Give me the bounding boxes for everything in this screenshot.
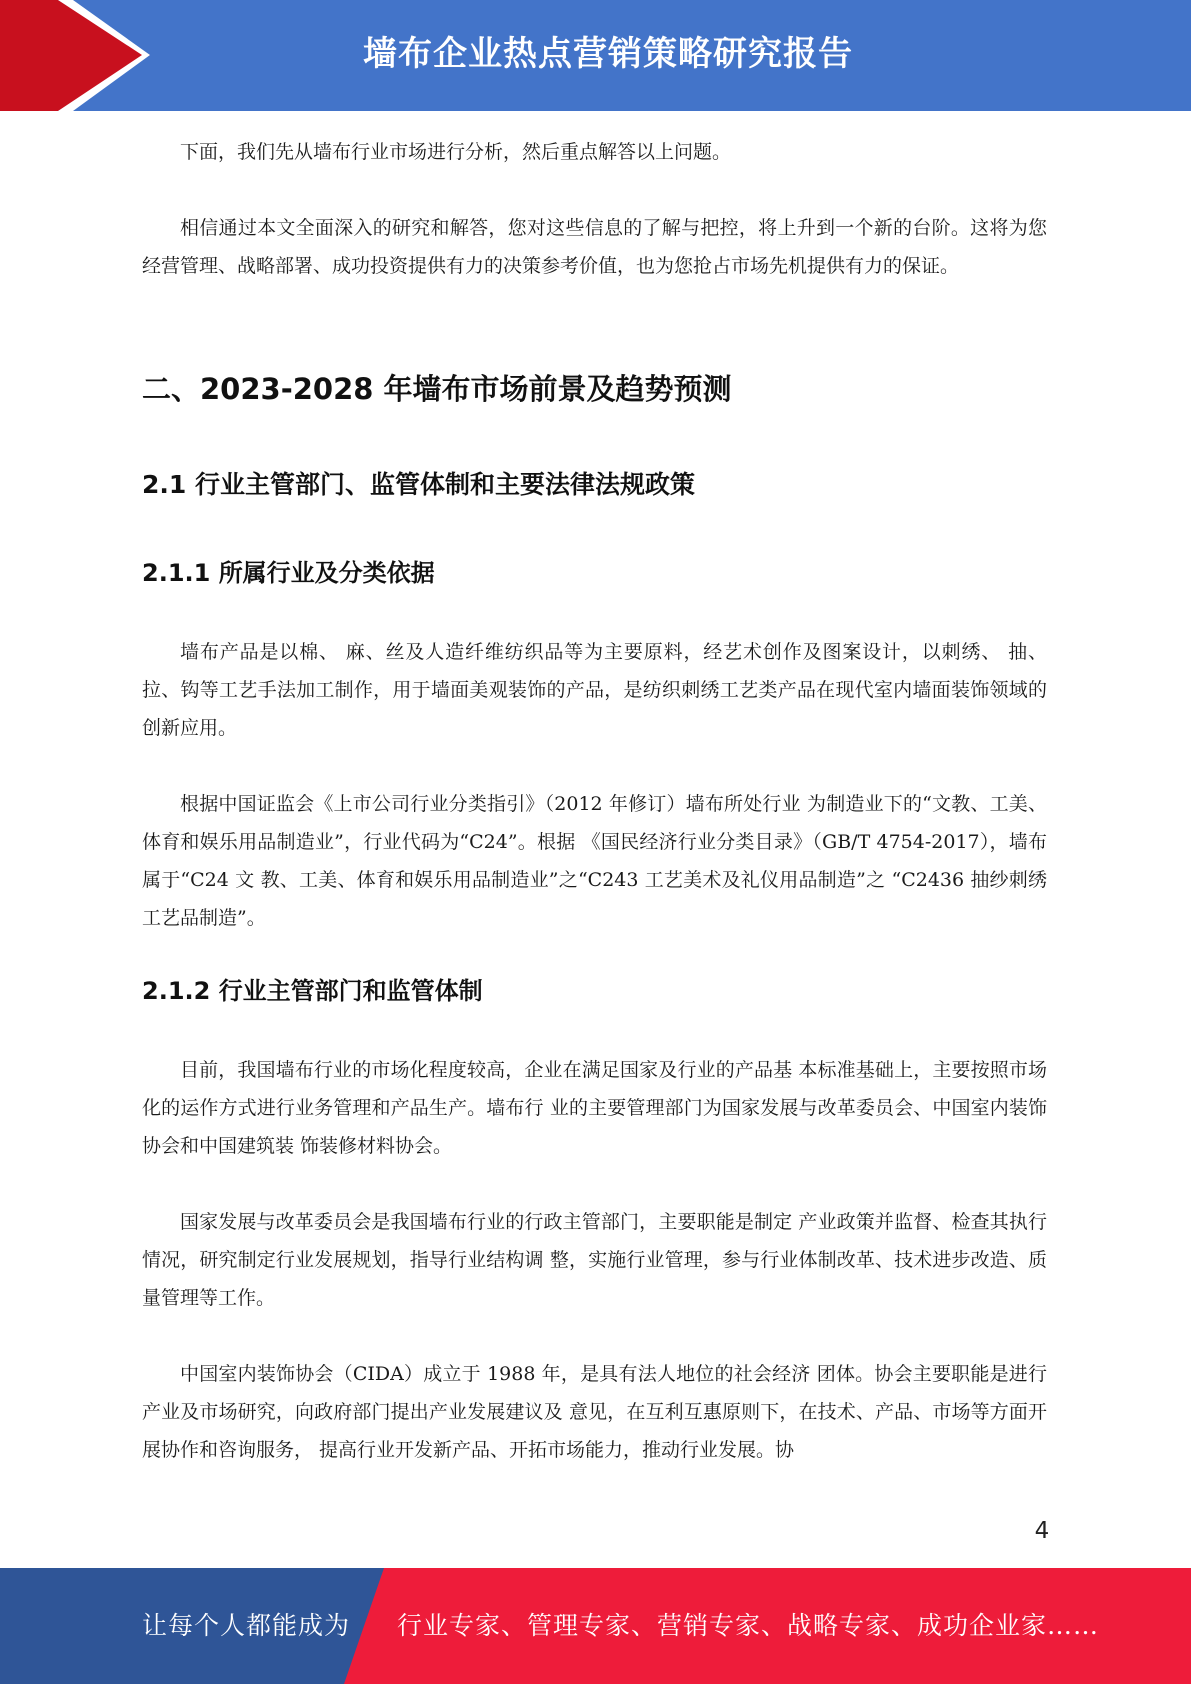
page-footer <box>0 1568 1191 1684</box>
page-number: 4 <box>1034 1518 1050 1544</box>
header-title: 墙布企业热点营销策略研究报告 <box>363 34 853 74</box>
paragraph-industry-classification: 根据中国证监会《上市公司行业分类指引》（2012 年修订）墙布所处行业 为制造业下的“文教、工美、体育和娱乐用品制造业”，行业代码为“C24”。根据 《国民经济行业分类目录》（GB/T 4754-2017），墙布属于“C24 文 教、工美、体育和娱乐用品制造业”之“C243 工艺美术及礼仪用品制造”之 “C2436 抽纱刺绣工艺品制造”。 <box>142 793 1047 929</box>
footer-slogan-right: 行业专家、管理专家、营销专家、战略专家、成功企业家…… <box>397 1611 1100 1640</box>
footer-slogan-left: 让每个人都能成为 <box>142 1611 351 1640</box>
page-header <box>0 0 1191 111</box>
paragraph-value: 相信通过本文全面深入的研究和解答，您对这些信息的了解与把控，将上升到一个新的台阶。这将为您经营管理、战略部署、成功投资提供有力的决策参考价值，也为您抢占市场先机提供有力的保证。 <box>142 217 1047 277</box>
section-heading-2: 二、2023-2028 年墙布市场前景及趋势预测 <box>142 372 732 406</box>
paragraph-ndrc: 国家发展与改革委员会是我国墙布行业的行政主管部门，主要职能是制定 产业政策并监督、检查其执行情况，研究制定行业发展规划，指导行业结构调 整，实施行业管理，参与行业体制改革、技术进步改造、质量管理等工作。 <box>142 1211 1047 1309</box>
paragraph-product-definition: 墙布产品是以棉、 麻、丝及人造纤维纺织品等为主要原料，经艺术创作及图案设计，以刺绣、 抽、拉、钩等工艺手法加工制作，用于墙面美观装饰的产品，是纺织刺绣工艺类产品在现代室内墙面装饰领域的创新应用。 <box>142 641 1047 739</box>
subsection-heading-2-1-2: 2.1.2 行业主管部门和监管体制 <box>142 977 483 1005</box>
subsection-heading-2-1: 2.1 行业主管部门、监管体制和主要法律法规政策 <box>142 470 695 499</box>
paragraph-intro: 下面，我们先从墙布行业市场进行分析，然后重点解答以上问题。 <box>180 141 732 163</box>
paragraph-cida: 中国室内装饰协会（CIDA）成立于 1988 年，是具有法人地位的社会经济 团体。协会主要职能是进行产业及市场研究，向政府部门提出产业发展建议及 意见，在互利互惠原则下，在技术、产品、市场等方面开展协作和咨询服务， 提高行业开发新产品、开拓市场能力，推动行业发展。协 <box>142 1363 1047 1461</box>
document-body <box>142 133 1047 1469</box>
paragraph-regulation: 目前，我国墙布行业的市场化程度较高，企业在满足国家及行业的产品基 本标准基础上，主要按照市场化的运作方式进行业务管理和产品生产。墙布行 业的主要管理部门为国家发展与改革委员会、中国室内装饰协会和中国建筑装 饰装修材料协会。 <box>142 1059 1047 1157</box>
subsection-heading-2-1-1: 2.1.1 所属行业及分类依据 <box>142 559 435 587</box>
